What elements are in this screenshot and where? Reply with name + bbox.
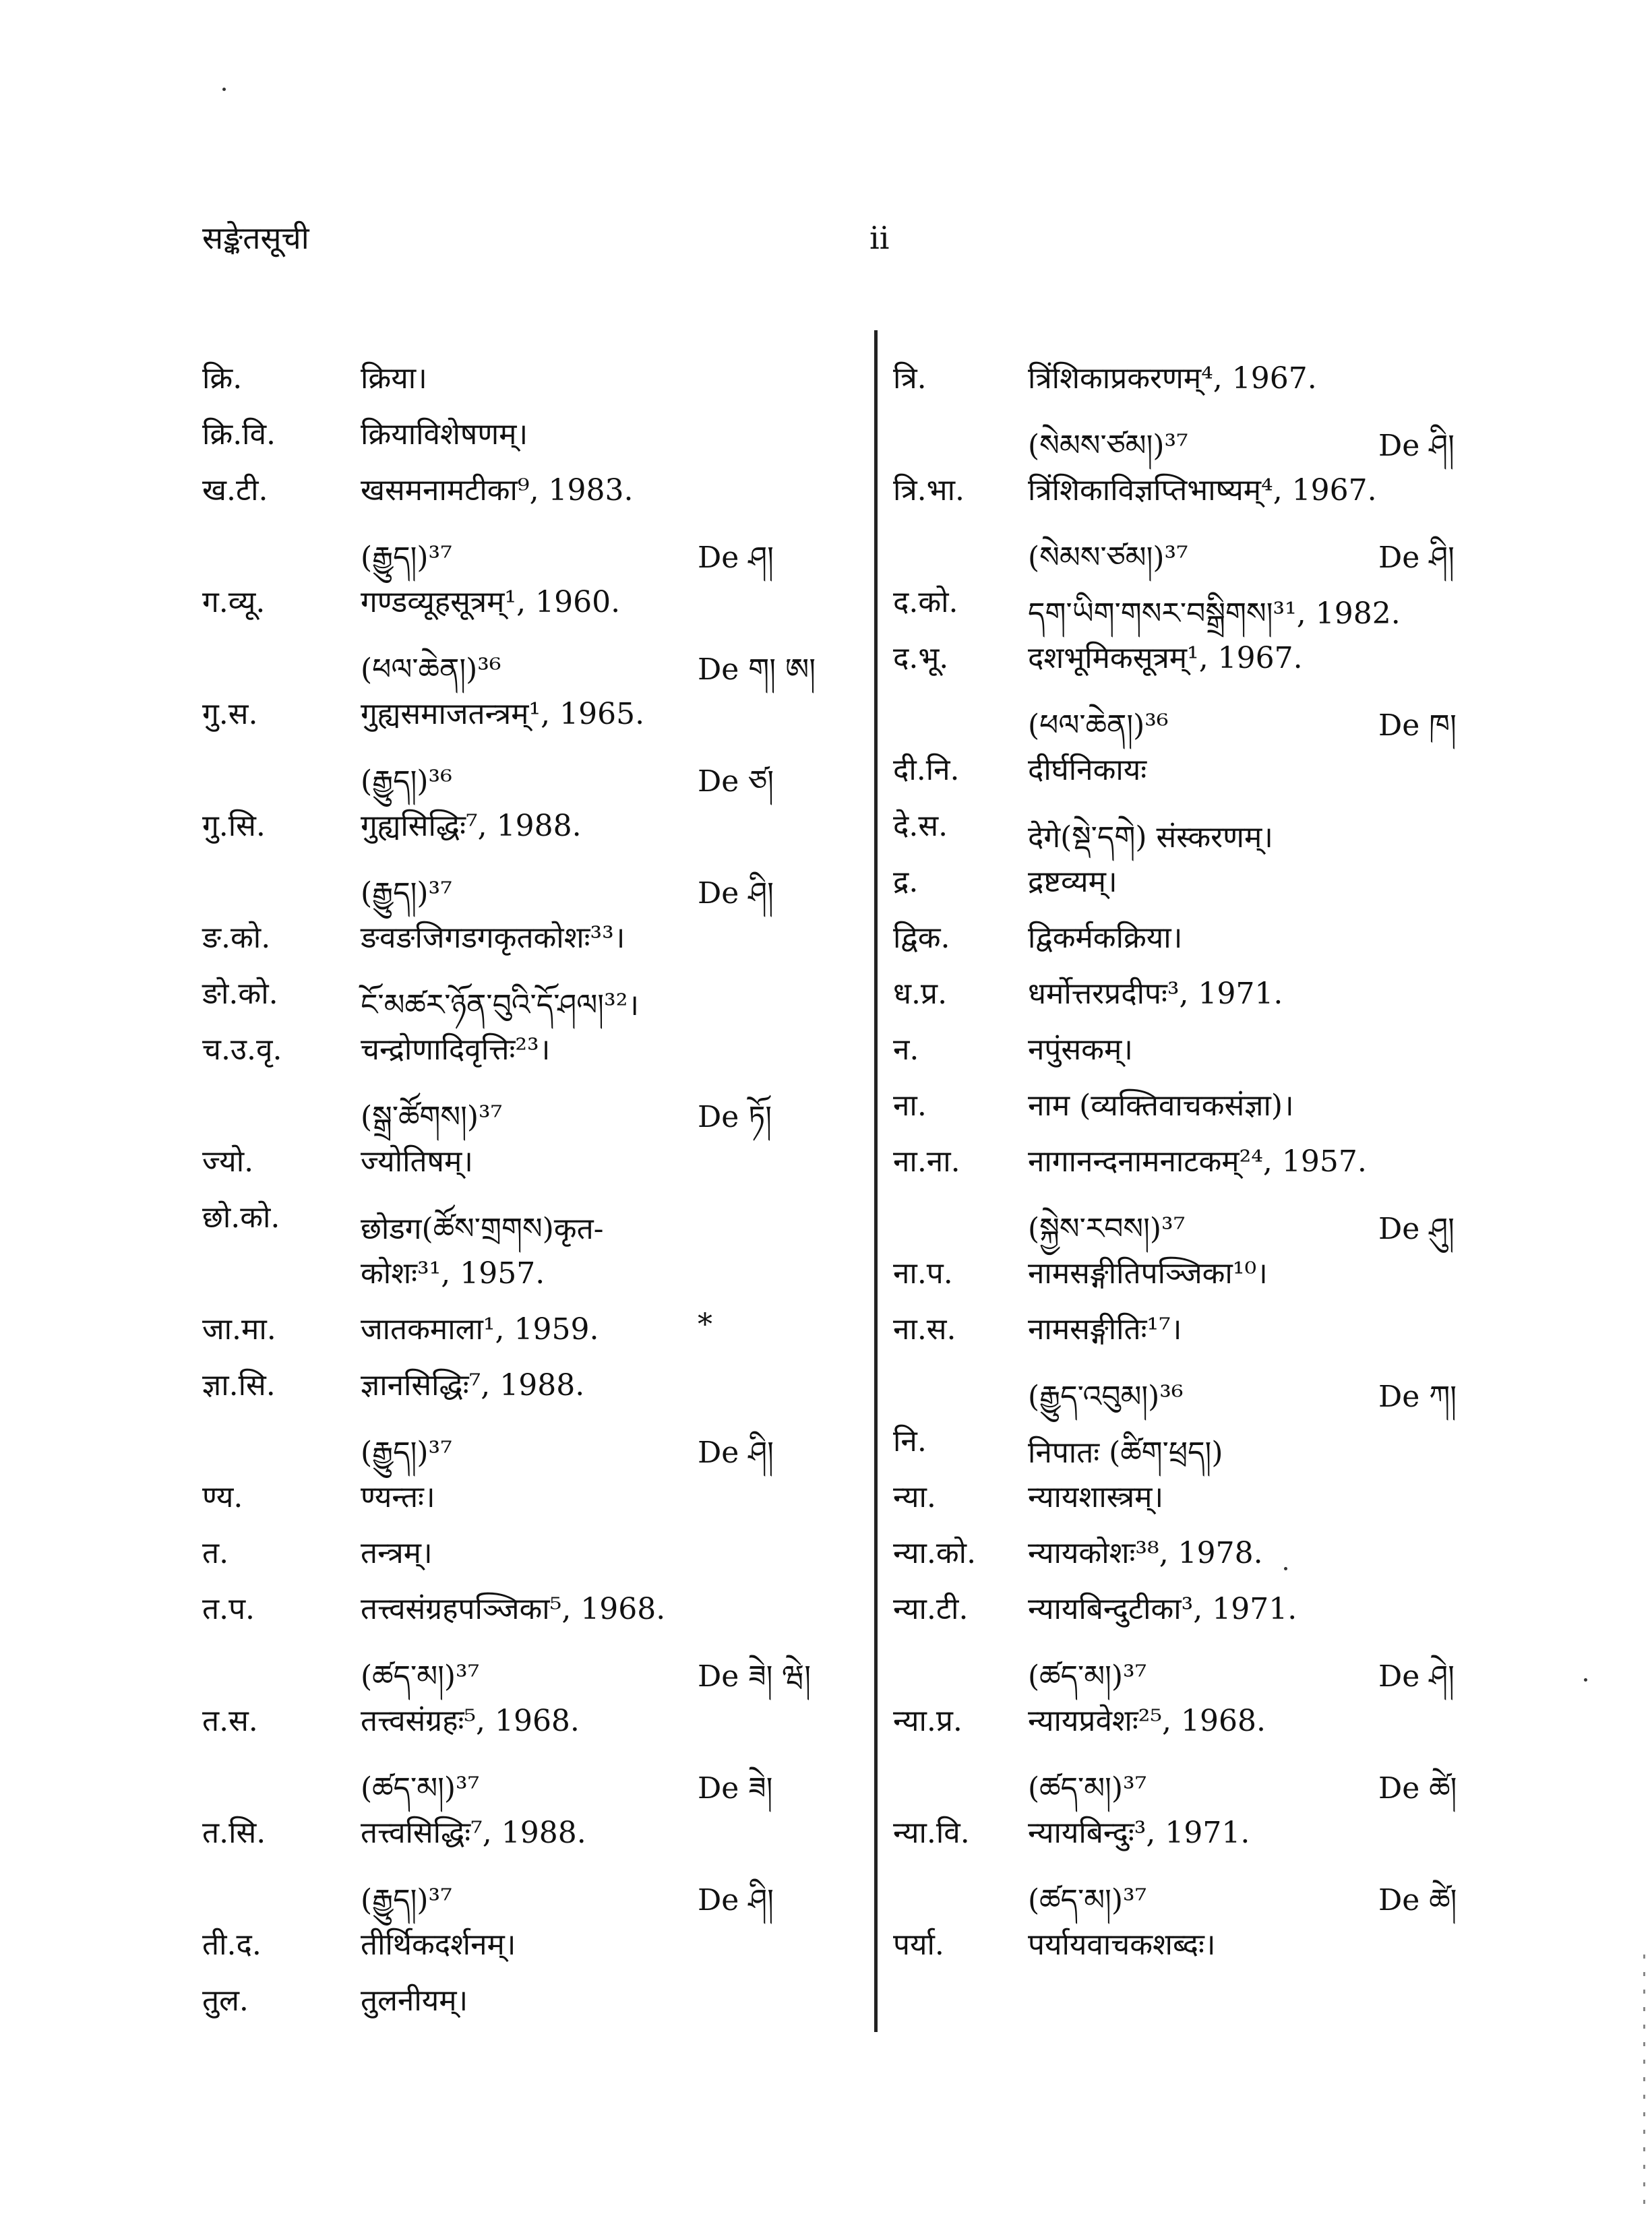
entry-reference: * bbox=[698, 1308, 712, 1342]
entry-reference: De ཟེ། ཝེ། bbox=[698, 1659, 811, 1694]
page-header-title: सङ्केतसूची bbox=[202, 220, 309, 256]
entry-expansion: न्यायशास्त्रम्। bbox=[1028, 1480, 1164, 1514]
abbreviation-entry bbox=[893, 1578, 1500, 1634]
entry-expansion: नाम (व्यक्तिवाचकसंज्ञा)। bbox=[1028, 1088, 1294, 1123]
entry-abbreviation: छो.को. bbox=[202, 1200, 280, 1235]
abbreviation-entry bbox=[893, 1018, 1500, 1074]
abbreviation-entry bbox=[202, 515, 836, 575]
entry-expansion: कोशः³¹, 1957. bbox=[361, 1256, 545, 1291]
entry-abbreviation: त्रि. bbox=[893, 361, 927, 396]
abbreviation-entry bbox=[202, 1074, 836, 1134]
entry-expansion: पर्यायवाचकशब्दः। bbox=[1028, 1928, 1216, 1962]
entry-abbreviation: क्रि. bbox=[202, 361, 243, 396]
entry-abbreviation: त.प. bbox=[202, 1592, 255, 1626]
abbreviation-entry bbox=[893, 739, 1500, 795]
entry-abbreviation: न्या.टी. bbox=[893, 1592, 969, 1626]
entry-expansion: (ཚད་མ།)³⁷ bbox=[1028, 1771, 1147, 1806]
entry-reference: De ཤེ། bbox=[1378, 1659, 1455, 1694]
abbreviation-entry bbox=[202, 906, 836, 962]
entry-abbreviation: ना.ना. bbox=[893, 1144, 960, 1179]
abbreviation-entry bbox=[202, 1578, 836, 1634]
entry-reference: De ཏོ། bbox=[698, 1100, 772, 1134]
entry-expansion: निपातः (ཚིག་ཕྲད།) bbox=[1028, 1436, 1223, 1470]
entry-abbreviation: द.भू. bbox=[893, 641, 949, 675]
abbreviation-entry bbox=[893, 1634, 1500, 1694]
entry-expansion: त्रिंशिकाविज्ञप्तिभाष्यम्⁴, 1967. bbox=[1028, 473, 1377, 508]
entry-abbreviation: द्विक. bbox=[893, 921, 950, 955]
entry-abbreviation: क्रि.वि. bbox=[202, 417, 276, 452]
abbreviation-entry bbox=[202, 571, 836, 627]
abbreviation-entry bbox=[202, 851, 836, 911]
entry-abbreviation: न्या.को. bbox=[893, 1536, 977, 1570]
entry-expansion: खसमनामटीका⁹, 1983. bbox=[361, 473, 634, 508]
entry-expansion: तन्त्रम्। bbox=[361, 1536, 433, 1570]
entry-expansion: (རྒྱུད།)³⁷ bbox=[361, 876, 452, 911]
abbreviation-entry bbox=[893, 1857, 1500, 1917]
abbreviation-entry bbox=[893, 1074, 1500, 1130]
abbreviation-entry bbox=[893, 1242, 1500, 1298]
abbreviation-entry bbox=[893, 1298, 1500, 1354]
entry-expansion: नागानन्दनामनाटकम्²⁴, 1957. bbox=[1028, 1144, 1367, 1179]
abbreviation-entry bbox=[893, 1466, 1500, 1522]
entry-expansion: गण्डव्यूहसूत्रम्¹, 1960. bbox=[361, 585, 621, 619]
abbreviation-entry bbox=[202, 1466, 836, 1522]
entry-reference: De ཁ། bbox=[1378, 708, 1457, 743]
entry-abbreviation: दे.स. bbox=[893, 809, 948, 843]
entry-expansion: (རྒྱུད།)³⁶ bbox=[361, 764, 452, 799]
abbreviation-entry bbox=[893, 347, 1500, 403]
abbreviation-entry bbox=[893, 1522, 1500, 1578]
entry-abbreviation: न. bbox=[893, 1033, 919, 1067]
entry-expansion: क्रियाविशेषणम्। bbox=[361, 417, 528, 452]
entry-expansion: तत्त्वसंग्रहः⁵, 1968. bbox=[361, 1704, 580, 1738]
abbreviation-entry bbox=[202, 1802, 836, 1857]
entry-expansion: दीर्घनिकायः bbox=[1028, 753, 1147, 787]
entry-expansion: देगे(སྡེ་དགེ) संस्करणम्। bbox=[1028, 820, 1273, 855]
abbreviation-entry bbox=[893, 515, 1500, 575]
entry-expansion: गुह्यसिद्धिः⁷, 1988. bbox=[361, 809, 582, 843]
entry-abbreviation: द्र. bbox=[893, 865, 919, 899]
abbreviation-entry bbox=[202, 1410, 836, 1470]
entry-abbreviation: च.उ.वृ. bbox=[202, 1033, 282, 1067]
abbreviation-entry bbox=[202, 347, 836, 403]
entry-expansion: नामसङ्गीतिपञ्जिका¹⁰। bbox=[1028, 1256, 1268, 1291]
abbreviation-entry bbox=[893, 1354, 1500, 1414]
stray-dot bbox=[1584, 1678, 1587, 1682]
entry-expansion: (ཚད་མ།)³⁷ bbox=[1028, 1883, 1147, 1917]
entry-abbreviation: ना.स. bbox=[893, 1312, 956, 1347]
abbreviation-entry bbox=[893, 851, 1500, 906]
left-column bbox=[202, 347, 836, 2025]
entry-expansion: ङवङजिगडगकृतकोशः³³। bbox=[361, 921, 625, 955]
abbreviation-entry bbox=[202, 1857, 836, 1917]
abbreviation-entry bbox=[893, 403, 1500, 463]
abbreviation-entry bbox=[202, 1913, 836, 1969]
abbreviation-entry bbox=[893, 1130, 1500, 1186]
entry-expansion: गुह्यसमाजतन्त्रम्¹, 1965. bbox=[361, 697, 645, 731]
abbreviation-entry bbox=[202, 627, 836, 687]
entry-expansion: तीर्थिकदर्शनम्। bbox=[361, 1928, 516, 1962]
entry-abbreviation: पर्या. bbox=[893, 1928, 944, 1962]
entry-abbreviation: त्रि.भा. bbox=[893, 473, 965, 508]
abbreviation-entry bbox=[893, 1186, 1500, 1246]
entry-expansion: (རྒྱུད།)³⁷ bbox=[361, 541, 452, 575]
scan-edge-marks bbox=[1643, 1955, 1645, 2211]
entry-expansion: त्रिंशिकाप्रकरणम्⁴, 1967. bbox=[1028, 361, 1317, 396]
entry-abbreviation: न्या.प्र. bbox=[893, 1704, 962, 1738]
entry-reference: De ཚེ། bbox=[1378, 1883, 1457, 1917]
abbreviation-entry bbox=[893, 1913, 1500, 1969]
entry-abbreviation: ज्यो. bbox=[202, 1144, 254, 1179]
entry-abbreviation: गु.सि. bbox=[202, 809, 266, 843]
entry-expansion: ण्यन्तः। bbox=[361, 1480, 435, 1514]
entry-expansion: न्यायबिन्दुटीका³, 1971. bbox=[1028, 1592, 1297, 1626]
abbreviation-entry bbox=[202, 459, 836, 515]
abbreviation-entry bbox=[893, 571, 1500, 631]
entry-expansion: (རྒྱུད།)³⁷ bbox=[361, 1436, 452, 1470]
entry-expansion: (སྐྱེས་རབས།)³⁷ bbox=[1028, 1212, 1186, 1246]
entry-reference: De ཙ། bbox=[698, 764, 774, 799]
entry-abbreviation: ज्ञा.सि. bbox=[202, 1368, 276, 1403]
entry-expansion: चन्द्रोणादिवृत्तिः²³। bbox=[361, 1033, 551, 1067]
entry-abbreviation: तुल. bbox=[202, 1984, 249, 2018]
entry-expansion: (ཕལ་ཆེན།)³⁶ bbox=[361, 652, 501, 687]
abbreviation-entry bbox=[202, 1634, 836, 1694]
entry-abbreviation: दी.नि. bbox=[893, 753, 960, 787]
entry-expansion: क्रिया। bbox=[361, 361, 427, 396]
entry-abbreviation: त. bbox=[202, 1536, 229, 1570]
abbreviation-entry bbox=[202, 1130, 836, 1186]
entry-expansion: न्यायप्रवेशः²⁵, 1968. bbox=[1028, 1704, 1266, 1738]
abbreviation-entry bbox=[893, 1690, 1500, 1746]
entry-abbreviation: जा.मा. bbox=[202, 1312, 276, 1347]
entry-expansion: (སྒྲ་ཚོགས།)³⁷ bbox=[361, 1100, 503, 1134]
entry-reference: De ཟེ། bbox=[698, 1771, 773, 1806]
entry-expansion: (ཚད་མ།)³⁷ bbox=[361, 1659, 480, 1694]
entry-expansion: तत्त्वसंग्रहपञ्जिका⁵, 1968. bbox=[361, 1592, 666, 1626]
abbreviation-entry bbox=[893, 1802, 1500, 1857]
abbreviation-entry bbox=[893, 906, 1500, 962]
right-column bbox=[893, 347, 1500, 1969]
entry-reference: De ཤི། bbox=[1378, 429, 1455, 463]
entry-expansion: ज्ञानसिद्धिः⁷, 1988. bbox=[361, 1368, 585, 1403]
entry-reference: De ཤུ། bbox=[1378, 1212, 1455, 1246]
entry-expansion: जातकमाला¹, 1959. bbox=[361, 1312, 599, 1347]
entry-reference: De ཤི། bbox=[1378, 541, 1455, 575]
entry-abbreviation: त.स. bbox=[202, 1704, 258, 1738]
entry-abbreviation: नि. bbox=[893, 1424, 927, 1458]
abbreviation-entry bbox=[202, 1242, 836, 1298]
entry-reference: De ཚེ། bbox=[1378, 1771, 1457, 1806]
abbreviation-entry bbox=[893, 962, 1500, 1018]
entry-abbreviation: ना.प. bbox=[893, 1256, 953, 1291]
entry-abbreviation: ना. bbox=[893, 1088, 927, 1123]
entry-expansion: ज्योतिषम्। bbox=[361, 1144, 473, 1179]
abbreviation-entry bbox=[893, 683, 1500, 743]
entry-abbreviation: न्या.वि. bbox=[893, 1816, 970, 1850]
entry-expansion: द्रष्टव्यम्। bbox=[1028, 865, 1118, 899]
entry-expansion: (སེམས་ཙམ།)³⁷ bbox=[1028, 429, 1188, 463]
entry-reference: De ཤ། bbox=[698, 541, 774, 575]
entry-reference: De ཤི། bbox=[698, 876, 774, 911]
entry-expansion: दशभूमिकसूत्रम्¹, 1967. bbox=[1028, 641, 1303, 675]
entry-abbreviation: ती.द. bbox=[202, 1928, 262, 1962]
abbreviation-entry bbox=[202, 1690, 836, 1746]
abbreviation-entry bbox=[202, 1522, 836, 1578]
abbreviation-entry bbox=[893, 459, 1500, 515]
abbreviation-entry bbox=[202, 739, 836, 799]
stray-dot bbox=[1284, 1567, 1287, 1570]
abbreviation-entry bbox=[202, 1746, 836, 1806]
entry-reference: De ཤི། bbox=[698, 1436, 774, 1470]
abbreviation-entry bbox=[202, 1018, 836, 1074]
abbreviation-entry bbox=[202, 683, 836, 739]
entry-abbreviation: ण्य. bbox=[202, 1480, 243, 1514]
entry-expansion: (སེམས་ཙམ།)³⁷ bbox=[1028, 541, 1188, 575]
abbreviation-entry bbox=[893, 1410, 1500, 1470]
entry-abbreviation: ङ.को. bbox=[202, 921, 271, 955]
entry-abbreviation: ख.टी. bbox=[202, 473, 268, 508]
entry-expansion: (རྒྱུད་འབུམ།)³⁶ bbox=[1028, 1380, 1184, 1414]
entry-expansion: ངོ་མཚར་ཉོན་བུའི་དོ་ཤལ།³²। bbox=[361, 988, 640, 1022]
abbreviation-entry bbox=[202, 1186, 836, 1246]
abbreviation-entry bbox=[893, 627, 1500, 683]
entry-abbreviation: गु.स. bbox=[202, 697, 258, 731]
abbreviation-entry bbox=[202, 1969, 836, 2025]
entry-expansion: नामसङ्गीतिः¹⁷। bbox=[1028, 1312, 1182, 1347]
abbreviation-entry bbox=[202, 795, 836, 851]
abbreviation-entry bbox=[202, 403, 836, 459]
entry-abbreviation: द.को. bbox=[893, 585, 958, 619]
entry-expansion: न्यायबिन्दुः³, 1971. bbox=[1028, 1816, 1250, 1850]
entry-expansion: छोडग(ཚོས་གྲགས)कृत- bbox=[361, 1212, 604, 1246]
entry-expansion: དག་ཡིག་གསར་བསྒྲིགས།³¹, 1982. bbox=[1028, 596, 1401, 631]
entry-expansion: नपुंसकम्। bbox=[1028, 1033, 1133, 1067]
entry-expansion: (ཚད་མ།)³⁷ bbox=[361, 1771, 480, 1806]
entry-expansion: (ཕལ་ཆེན།)³⁶ bbox=[1028, 708, 1169, 743]
column-divider bbox=[874, 330, 878, 2032]
entry-abbreviation: न्या. bbox=[893, 1480, 936, 1514]
entry-expansion: धर्मोत्तरप्रदीपः³, 1971. bbox=[1028, 977, 1283, 1011]
entry-expansion: द्विकर्मकक्रिया। bbox=[1028, 921, 1183, 955]
entry-expansion: तुलनीयम्। bbox=[361, 1984, 468, 2018]
abbreviation-entry bbox=[893, 795, 1500, 855]
entry-expansion: (ཚད་མ།)³⁷ bbox=[1028, 1659, 1147, 1694]
abbreviation-entry bbox=[202, 962, 836, 1022]
page-number: ii bbox=[869, 220, 890, 256]
entry-expansion: न्यायकोशः³⁸, 1978. bbox=[1028, 1536, 1263, 1570]
entry-abbreviation: ङो.को. bbox=[202, 977, 278, 1011]
entry-abbreviation: त.सि. bbox=[202, 1816, 266, 1850]
entry-reference: De ག། ཨ། bbox=[698, 652, 816, 687]
entry-expansion: तत्त्वसिद्धिः⁷, 1988. bbox=[361, 1816, 586, 1850]
entry-expansion: (རྒྱུད།)³⁷ bbox=[361, 1883, 452, 1917]
abbreviation-entry bbox=[202, 1298, 836, 1354]
entry-abbreviation: ध.प्र. bbox=[893, 977, 948, 1011]
entry-abbreviation: ग.व्यू. bbox=[202, 585, 266, 619]
stray-dot bbox=[222, 88, 226, 91]
abbreviation-entry bbox=[893, 1746, 1500, 1806]
entry-reference: De ཀ། bbox=[1378, 1380, 1457, 1414]
entry-reference: De ཤི། bbox=[698, 1883, 774, 1917]
abbreviation-entry bbox=[202, 1354, 836, 1410]
